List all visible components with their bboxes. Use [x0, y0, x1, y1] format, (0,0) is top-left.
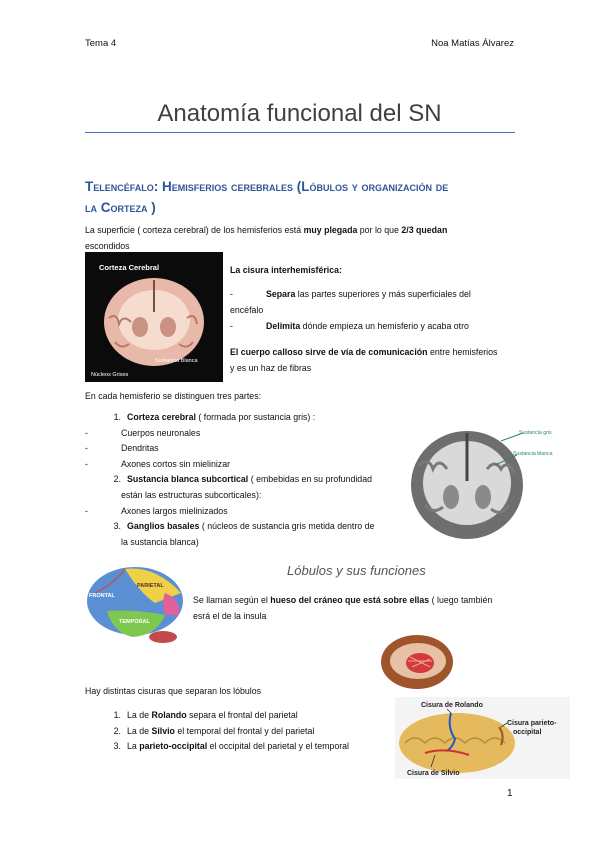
- list-item: [85, 472, 405, 488]
- section-heading: [85, 176, 515, 218]
- part-1-sub: Axones cortos sin mielinizar: [121, 458, 231, 469]
- fissures-diagram-image: [395, 697, 570, 779]
- fissure-text: el temporal del frontal y del parietal: [174, 725, 315, 736]
- lobes-text: Se llaman según el: [193, 595, 271, 605]
- parts-list: [85, 410, 405, 550]
- list-number: 2.: [113, 725, 121, 736]
- lobes-text: ( luego también: [429, 595, 493, 605]
- list-item: [85, 519, 405, 535]
- fig1-label-left: Núcleos Grises: [91, 372, 129, 378]
- cortex-section-image: [85, 252, 223, 382]
- cisura-item-2: [230, 318, 520, 334]
- fig3-temporal: TEMPORAL: [119, 619, 150, 625]
- cisura-block: [230, 262, 520, 278]
- list-item: - Cuerpos neuronales: [85, 427, 201, 438]
- list-item: - Axones cortos sin mielinizar: [85, 458, 231, 469]
- fissures-intro-text: Hay distintas cisuras que separan los lóbulos: [85, 686, 262, 696]
- fissure-bold: Silvio: [151, 725, 175, 736]
- header-right: Noa Matías Álvarez: [431, 38, 514, 49]
- lobes-bold: hueso del cráneo que está sobre ellas: [270, 595, 430, 605]
- intro-bold: 2/3 quedan: [401, 225, 448, 235]
- cisura-item-1-cont: encéfalo: [230, 305, 264, 315]
- list-dash: -: [230, 289, 233, 299]
- header-left: Tema 4: [85, 38, 117, 49]
- list-number: 3.: [113, 521, 121, 532]
- fig5-rolando: Cisura de Rolando: [421, 702, 483, 709]
- fig1-title: Corteza Cerebral: [99, 263, 160, 272]
- cisura-item-1: [230, 286, 520, 318]
- lobes-subtitle: Lóbulos y sus funciones: [287, 563, 426, 578]
- insula-image: [380, 633, 455, 691]
- part-1-sub: Cuerpos neuronales: [121, 427, 201, 438]
- fig5-parieto-2: occipital: [513, 729, 542, 736]
- list-number: 1.: [113, 710, 121, 720]
- fig2-label-white: Sustancia blanca: [513, 451, 553, 457]
- fissures-intro: [85, 683, 261, 699]
- cisura-item-1-text: las partes superiores y más superficiales del: [295, 289, 471, 299]
- cisura-item-2-bold: Delimita: [266, 321, 301, 331]
- fissure-text: separa el frontal del parietal: [186, 710, 298, 720]
- lobes-diagram-image: [85, 563, 185, 645]
- fig5-parieto-1: Cisura parieto-: [507, 720, 557, 727]
- lobes-paragraph: [193, 592, 518, 624]
- part-1-bold: Corteza cerebral: [127, 412, 196, 422]
- intro-paragraph: [85, 222, 515, 254]
- list-item: [85, 724, 395, 740]
- list-dash: -: [230, 321, 233, 331]
- fig5-silvio: Cisura de Silvio: [407, 770, 460, 777]
- page-number: 1: [507, 788, 513, 799]
- fissure-text: el occipital del parietal y el temporal: [207, 741, 349, 752]
- part-2-sub: Axones largos mielinizados: [121, 505, 228, 516]
- part-1-sub: Dendritas: [121, 443, 159, 454]
- page-title: Anatomía funcional del SN: [157, 100, 442, 127]
- list-number: 3.: [113, 741, 121, 752]
- cisura-heading: La cisura interhemisférica:: [230, 265, 342, 275]
- callosum-paragraph: [230, 344, 520, 376]
- callosum-bold: vía de comunicación: [340, 347, 428, 357]
- cisura-item-1-bold: Separa: [266, 289, 296, 299]
- list-number: 1.: [113, 412, 121, 422]
- list-item: [85, 410, 405, 426]
- part-2-cont: están las estructuras subcorticales):: [121, 489, 262, 500]
- fissures-list: [85, 708, 395, 755]
- title-rule: [85, 132, 515, 133]
- fig2-label-gray: Sustancia gris: [519, 430, 552, 436]
- part-2-text: ( embebidas en su profundidad: [248, 474, 372, 485]
- part-3-cont: la sustancia blanca): [121, 536, 199, 547]
- fissure-bold: Rolando: [151, 710, 187, 720]
- lobes-text: esrá el de la insula: [193, 611, 267, 621]
- list-item: [85, 535, 405, 551]
- intro-text: por lo que: [357, 225, 402, 235]
- callosum-text: entre hemisferios: [427, 347, 498, 357]
- list-item: - Axones largos mielinizados: [85, 505, 228, 516]
- list-number: 2.: [113, 474, 121, 485]
- callosum-text: y es un haz de fibras: [230, 363, 312, 373]
- section-heading-line2: la Corteza ): [85, 200, 156, 215]
- section-heading-line1: Telencéfalo: Hemisferios cerebrales (Lóbulos y organización de: [85, 179, 449, 194]
- part-3-text: ( núcleos de sustancia gris metida dentro de: [199, 521, 375, 532]
- intro-bold: muy plegada: [303, 225, 358, 235]
- fissure-text: La de: [127, 710, 152, 720]
- list-item: [85, 739, 395, 755]
- parts-intro: En cada hemisferio se distinguen tres partes:: [85, 391, 262, 401]
- part-1-text: ( formada por sustancia gris) :: [195, 412, 316, 422]
- part-3-bold: Ganglios basales: [127, 521, 200, 532]
- list-item: - Dendritas: [85, 443, 159, 454]
- part-2-bold: Sustancia blanca subcortical: [127, 474, 249, 485]
- fissure-text: La: [127, 741, 140, 752]
- white-gray-matter-image: [405, 425, 570, 543]
- intro-text: La superficie ( corteza cerebral) de los hemisferios está: [85, 225, 304, 235]
- intro-text: escondidos: [85, 241, 130, 251]
- fig3-parietal: PARIETAL: [137, 583, 164, 589]
- callosum-text: El cuerpo calloso sirve de: [230, 347, 341, 357]
- fissure-bold: parieto-occipital: [139, 741, 208, 752]
- fissure-text: La de: [127, 725, 152, 736]
- fig3-frontal: FRONTAL: [89, 593, 115, 599]
- cisura-item-2-text: dónde empieza un hemisferio y acaba otro: [300, 321, 469, 331]
- list-item: [85, 488, 405, 504]
- list-item: [85, 708, 395, 724]
- fig1-label-right: Sustancia Blanca: [155, 358, 198, 364]
